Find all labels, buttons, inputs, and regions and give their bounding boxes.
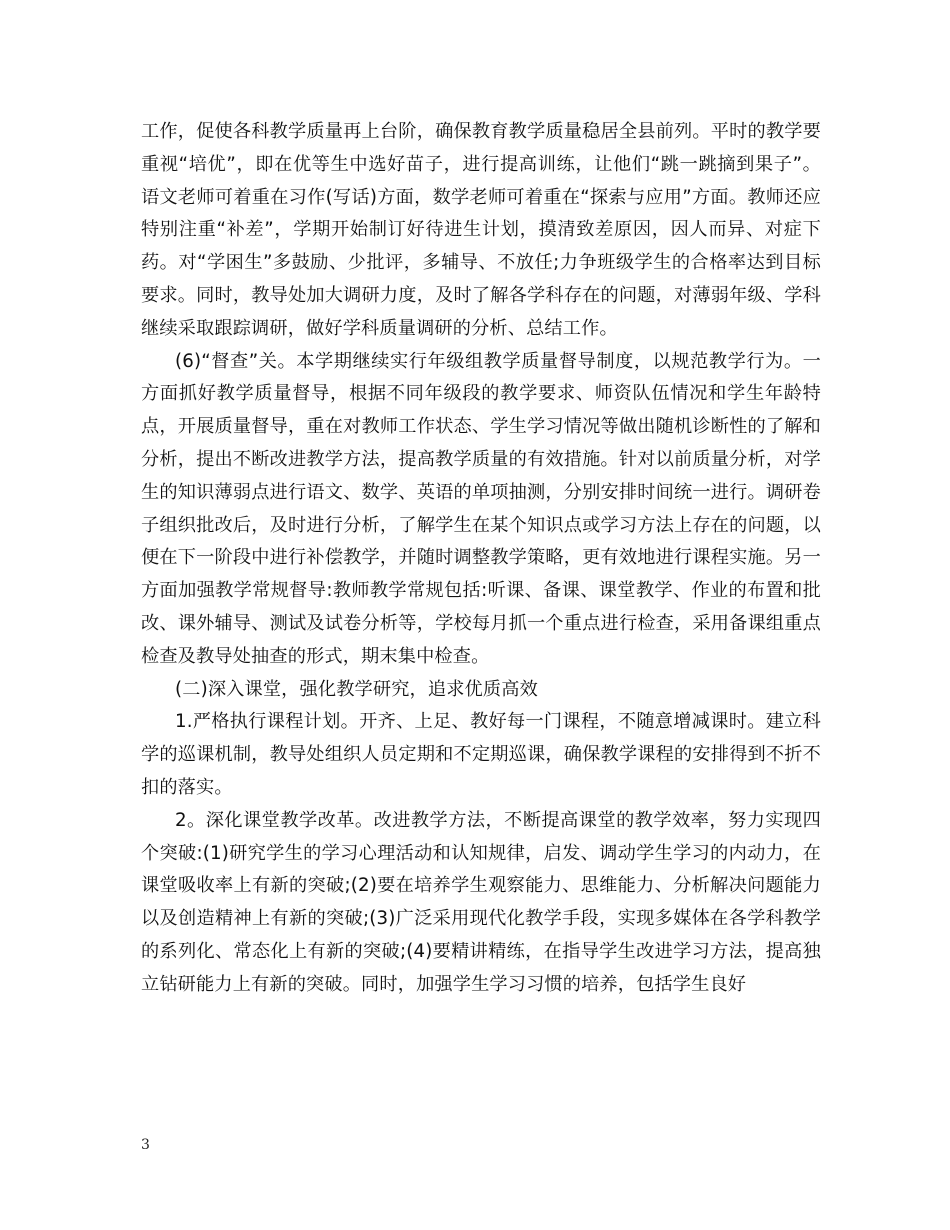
page-number: 3 <box>141 1137 150 1153</box>
section-heading-classroom-research: (二)深入课堂，强化教学研究，追求优质高效 <box>175 678 538 700</box>
document-body <box>141 116 821 1002</box>
paragraph-classroom-reform: 2。深化课堂教学改革。改进教学方法，不断提高课堂的教学效率，努力实现四个突破:(1)研究学生的学习心理活动和认知规律，启发、调动学生学习的内动力，在课堂吸收率上有新的突破;(2)要在培养学生观察能力、思维能力、分析解决问题能力以及创造精神上有新的突破;(3)广泛采用现代化教学手段，实现多媒体在各学科教学的系列化、常态化上有新的突破;(4)要精讲精练，在指导学生改进学习方法，提高独立钻研能力上有新的突破。同时，加强学生学习习惯的培养，包括学生良好 <box>141 809 821 995</box>
paragraph-course-plan: 1.严格执行课程计划。开齐、上足、教好每一门课程，不随意增减课时。建立科学的巡课机制，教导处组织人员定期和不定期巡课，确保教学课程的安排得到不折不扣的落实。 <box>141 711 821 798</box>
paragraph-supervision: (6)“督查”关。本学期继续实行年级组教学质量督导制度，以规范教学行为。一方面抓好教学质量督导，根据不同年级段的教学要求、师资队伍情况和学生年龄特点，开展质量督导，重在对教师工作状态、学生学习情况等做出随机诊断性的了解和分析，提出不断改进教学方法，提高教学质量的有效措施。针对以前质量分析，对学生的知识薄弱点进行语文、数学、英语的单项抽测，分别安排时间统一进行。调研卷子组织批改后，及时进行分析，了解学生在某个知识点或学习方法上存在的问题，以便在下一阶段中进行补偿教学，并随时调整教学策略，更有效地进行课程实施。另一方面加强教学常规督导:教师教学常规包括:听课、备课、课堂教学、作业的布置和批改、课外辅导、测试及试卷分析等，学校每月抓一个重点进行检查，采用备课组重点检查及教导处抽查的形式，期末集中检查。 <box>141 350 821 667</box>
paragraph-quality-work: 工作，促使各科教学质量再上台阶，确保教育教学质量稳居全县前列。平时的教学要重视“培优”，即在优等生中选好苗子，进行提高训练，让他们“跳一跳摘到果子”。语文老师可着重在习作(写话)方面，数学老师可着重在“探索与应用”方面。教师还应特别注重“补差”，学期开始制订好待进生计划，摸清致差原因，因人而异、对症下药。对“学困生”多鼓励、少批评，多辅导、不放任;力争班级学生的合格率达到目标要求。同时，教导处加大调研力度，及时了解各学科存在的问题，对薄弱年级、学科继续采取跟踪调研，做好学科质量调研的分析、总结工作。 <box>141 121 821 339</box>
